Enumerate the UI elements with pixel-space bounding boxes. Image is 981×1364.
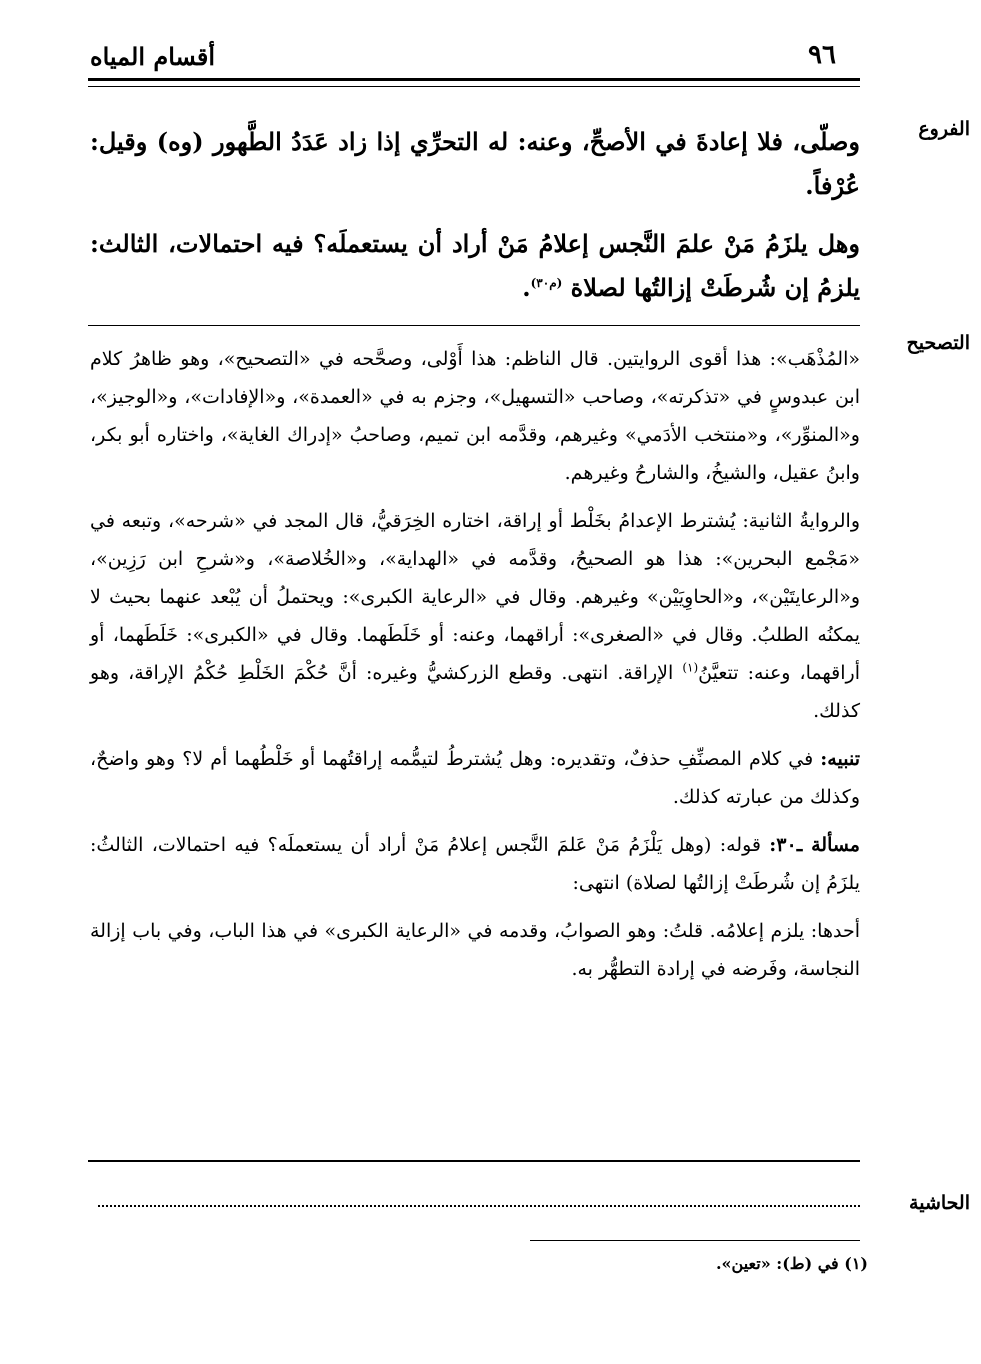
label-hashiya: الحاشية [909,1192,970,1214]
hashiya-divider [88,1160,860,1162]
tashih-paragraph-5: أحدها: يلزم إعلامُه. قلتُ: وهو الصوابُ، وقدمه في «الرعاية الكبرى» في هذا الباب، وفي باب إزالة النجاسة، وفَرضه في إرادة التطهُّر به. [90,920,860,980]
header-rule-thin [88,86,860,87]
furu-paragraph-2 [90,222,860,310]
note-lead: تنبيه: [820,748,860,770]
section-divider [88,325,860,326]
furu-paragraph-1: وصلّى، فلا إعادةَ في الأصحِّ، وعنه: له التحرِّي إذا زاد عَدَدُ الطَّهور (وه) وقيل: عُرْفاً. [90,127,860,200]
tashih-paragraph-2-before: والروايةُ الثانية: يُشترط الإعدامُ بخَلْط أو إراقة، اختاره الخِرَقيُّ، قال المجد في «شرحه»، وتبعه في «مَجْمع البحرين»: هذا هو الصحيحُ، وقدَّمه في «الهداية»، و«الخُلاصة»، و«شرحِ ابن رَزِين»، و«الرعايتَيْن»، و«الحاوِيَيْن» وغيرهم. وقال في «الرعاية الكبرى»: ويحتملُ أن يُبْعد عنهما بحيث لا يمكنُه الطلبُ. وقال في «الصغرى»: أراقهما، وعنه: أو خَلَطَهما. وقال في «الكبرى»: خَلَطَهما، أو أراقهما، وعنه: تتعيَّنُ [90,510,860,684]
tashih-paragraph-1: «المُذْهَب»: هذا أقوى الروايتين. قال الناظم: هذا أَوْلى، وصحَّحه في «التصحيح»، وهو ظاهرُ كلام ابن عبدوسٍ في «تذكرته»، وصاحب «التسهيل»، وجزم به في «العمدة»، و«الإفادات»، و«الوجيز»، و«المنوِّر»، و«منتخب الأدَمي» وغيرهم، وقدَّمه ابن تميم، وصاحبُ «إدراك الغاية»، واختاره أبو بكر، وابنُ عقيل، والشيخُ، والشارحُ وغيرهم. [90,348,860,484]
footnote-rule [530,1240,860,1241]
tashih-note-paragraph [90,740,860,816]
furu-reference-mark: (م٣٠) [530,276,563,290]
tashih-paragraph-2-after: الإراقة. انتهى. وقطع الزركشيُّ وغيره: أنَّ حُكْمَ الخَلْطِ حُكْمُ الإراقة، وهو كذلك. [90,662,860,722]
note-text: في كلام المصنِّفِ حذفٌ، وتقديره: وهل يُشترطُ لتيمُّمه إراقتُهما أو خَلْطُهما أم لا؟ وهو واضحٌ، وكذلك من عبارته كذلك. [90,748,860,808]
hashiya-dotted-line [98,1205,860,1207]
issue-text: قوله: (وهل يَلْزَمُ مَنْ عَلمَ النَّجس إعلامُ مَنْ أراد أن يستعملَه؟ فيه احتمالات، الثالثُ: يلزَمُ إن شُرطَتْ إزالتُها لصلاة) انتهى: [90,834,860,894]
label-furu: الفروع [918,118,970,140]
furu-paragraph-2-text: وهل يلزَمُ مَنْ علمَ النَّجس إعلامُ مَنْ أراد أن يستعملَه؟ فيه احتمالات، الثالث: يلزمُ إن شُرطَتْ إزالتُها لصلاة [90,229,860,302]
tashih-issue-paragraph [90,826,860,902]
furu-paragraph-2-end: . [522,273,531,302]
page-number: ٩٦ [808,40,836,70]
footnote-marker: (١) [682,660,699,675]
furu-section [90,120,860,310]
footnote: (١) في (ط): «تعين». [715,1254,868,1273]
header-rule-thick [88,78,860,81]
tashih-section [90,340,860,988]
label-tashih: التصحيح [906,332,970,354]
issue-lead: مسألة ـ٣٠: [769,834,860,856]
running-title: أقسام المياه [90,42,216,71]
tashih-paragraph-2 [90,502,860,730]
